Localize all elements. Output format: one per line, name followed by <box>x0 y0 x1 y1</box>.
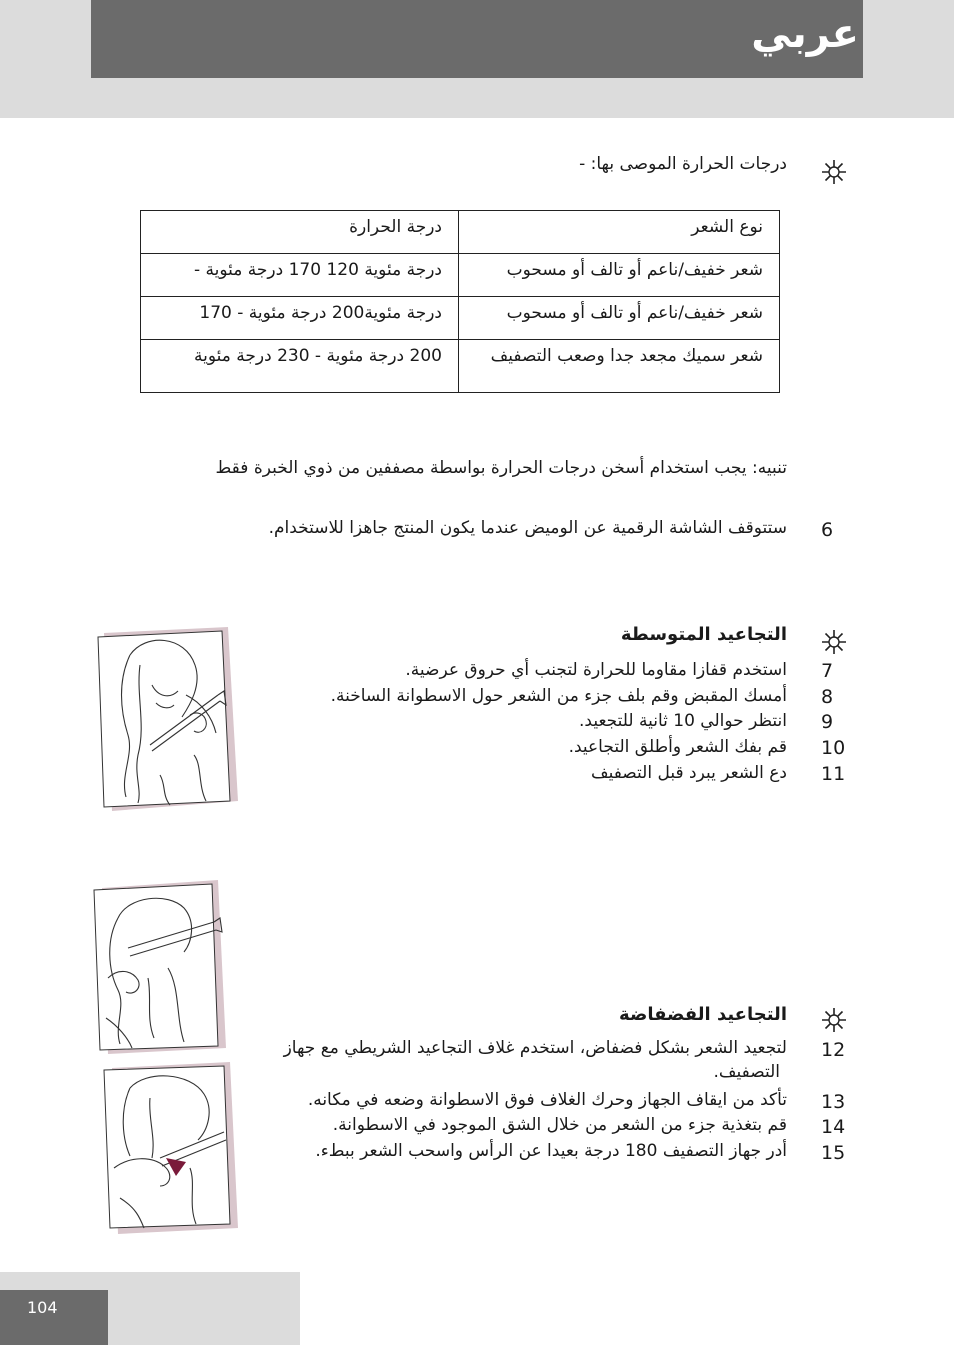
sparkle-icon <box>821 159 847 185</box>
step-number: 9 <box>821 711 834 733</box>
illustration-straightening <box>88 878 230 1060</box>
step-text: دع الشعر يبرد قبل التصفيف <box>590 763 787 783</box>
step-text: قم بفك الشعر وأطلق التجاعيد. <box>568 737 787 757</box>
step-number: 13 <box>821 1091 846 1113</box>
warning-text: تنبيه: يجب استخدام أسخن درجات الحرارة بواسطة مصففين من ذوي الخبرة فقط <box>215 458 787 478</box>
step-text: ستتوقف الشاشة الرقمية عن الوميض عندما يكون المنتج جاهزا للاستخدام. <box>268 518 787 538</box>
header-temperature: درجة الحرارة <box>141 211 459 254</box>
step-number: 11 <box>821 763 846 785</box>
cell-hair-type: شعر سميك مجعد جدا وصعب التصفيف <box>459 340 780 393</box>
step-text: قم بتغذية جزء من الشعر من خلال الشق الموجود في الاسطوانة. <box>332 1115 787 1135</box>
cell-temperature: درجة مئوية200 درجة مئوية - 170 <box>141 297 459 340</box>
sparkle-icon <box>821 1007 847 1033</box>
step-number: 15 <box>821 1142 846 1164</box>
step-number: 7 <box>821 660 834 682</box>
temperature-table <box>140 210 780 393</box>
language-header <box>91 0 863 78</box>
table-header-row <box>141 211 780 254</box>
step-number: 12 <box>821 1039 846 1061</box>
step-number: 8 <box>821 686 834 708</box>
sparkle-icon <box>821 629 847 655</box>
step-text: انتظر حوالي 10 ثانية للتجعيد. <box>579 711 787 731</box>
step-text: أدر جهاز التصفيف 180 درجة بعيدا عن الرأس واسحب الشعر ببطء. <box>315 1141 787 1161</box>
page-number: 104 <box>27 1298 58 1317</box>
temperature-title: درجات الحرارة الموصى بها: - <box>579 154 787 174</box>
section-title: التجاعيد المتوسطة <box>620 624 787 645</box>
step-number: 10 <box>821 737 846 759</box>
table-row <box>141 254 780 297</box>
table-row <box>141 340 780 393</box>
illustration-medium-curls <box>90 625 240 819</box>
step-number: 6 <box>821 519 834 541</box>
section-title: التجاعيد الفضفاضة <box>619 1004 787 1025</box>
step-text: لتجعيد الشعر بشكل فضفاض، استخدم غلاف التجاعيد الشريطي مع جهاز <box>283 1038 787 1058</box>
table-row <box>141 297 780 340</box>
header-hair-type: نوع الشعر <box>459 211 780 254</box>
step-text: استخدم قفازا مقاوما للحرارة لتجنب أي حروق عرضية. <box>405 660 787 680</box>
cell-temperature: 200 درجة مئوية - 230 درجة مئوية <box>141 340 459 393</box>
illustration-loose-curls <box>100 1058 240 1240</box>
cell-temperature: درجة مئوية 120 170 درجة مئوية - <box>141 254 459 297</box>
step-text: أمسك المقبض وقم بلف جزء من الشعر حول الاسطوانة الساخنة. <box>330 686 787 706</box>
step-text: تأكد من ايقاف الجهاز وحرك الغلاف فوق الاسطوانة وضعه في مكانه. <box>307 1090 787 1110</box>
language-title: عربي <box>751 11 859 57</box>
step-text-continued: التصفيف. <box>713 1062 780 1082</box>
step-number: 14 <box>821 1116 846 1138</box>
cell-hair-type: شعر خفيف/ناعم أو تالف أو مسحوب <box>459 254 780 297</box>
cell-hair-type: شعر خفيف/ناعم أو تالف أو مسحوب <box>459 297 780 340</box>
